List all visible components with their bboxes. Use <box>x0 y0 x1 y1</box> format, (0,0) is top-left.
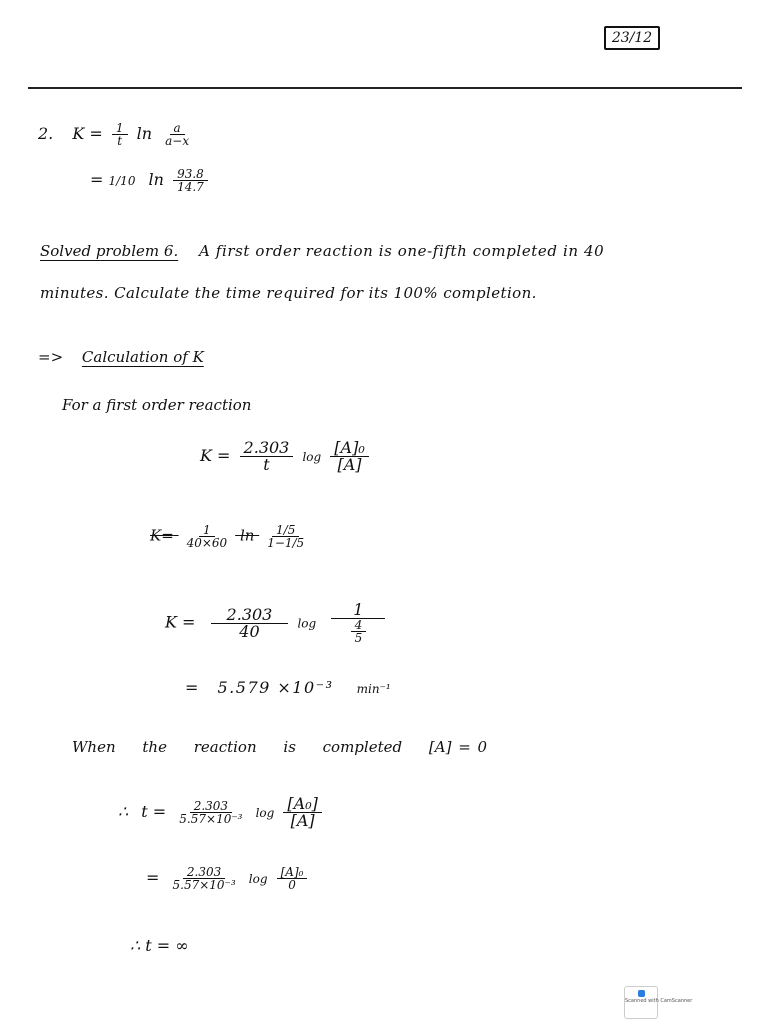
k-frac <box>240 440 294 473</box>
four-fifths <box>351 619 367 644</box>
problem-title: Solved problem 6. <box>40 242 179 260</box>
t-conc-frac <box>283 796 321 829</box>
rate-equation <box>200 440 373 473</box>
k2-den: 40 <box>239 621 260 641</box>
completion-line <box>72 740 487 755</box>
struck-ln: ln <box>239 526 255 545</box>
camscanner-icon <box>638 990 645 997</box>
t2-eq: = <box>146 868 160 887</box>
t2-frac <box>169 866 240 891</box>
q2-one-over-t <box>112 122 128 147</box>
completion-text: When the reaction is completed <box>72 738 403 756</box>
t-den: 5.57×10⁻³ <box>179 812 243 826</box>
k-result-unit: min⁻¹ <box>356 682 391 696</box>
q2-ln: ln <box>136 124 153 143</box>
q2-t: t <box>117 134 123 148</box>
q2-a: a <box>170 122 185 135</box>
struck-den: 40×60 <box>186 536 228 550</box>
four: 4 <box>351 619 367 632</box>
q2-one: 1 <box>112 122 128 135</box>
t-log: log <box>255 806 275 820</box>
t2-zero: 0 <box>288 878 296 892</box>
t-a: [A] <box>290 811 315 830</box>
completion-cond: [A] = 0 <box>428 738 488 756</box>
t2-a0: [A]₀ <box>277 866 308 879</box>
k-den: t <box>263 455 270 474</box>
problem-text1: A first order reaction is one-fifth completed in 40 <box>199 242 605 260</box>
t2-conc-frac <box>277 866 308 891</box>
q2-num: 93.8 <box>173 168 208 181</box>
k-eq: K = <box>200 446 231 465</box>
t-equation-2 <box>146 866 311 891</box>
k2-one: 1 <box>331 602 385 619</box>
struck-frac-num: 1/5 <box>272 524 299 537</box>
q2-one-over-ten: 1/10 <box>108 174 136 188</box>
q2-line1: 2. K = $\frac{1}{t}$ ln $\frac{a}{a-x}$ <box>38 122 197 147</box>
q2-k: K <box>72 124 85 143</box>
t-num: 2.303 <box>190 800 232 813</box>
struck-frac-den: 1−1/5 <box>267 536 305 550</box>
badge-text: Scanned with CamScanner <box>625 998 693 1004</box>
q2-a-frac <box>161 122 193 147</box>
k2-eq: K = <box>165 612 196 632</box>
problem-line2: minutes. Calculate the time required for its 100% completion. <box>40 284 537 302</box>
q2-line2 <box>90 168 212 193</box>
k-num: 2.303 <box>240 440 294 457</box>
conc-a0: [A]₀ <box>330 440 368 457</box>
problem-line1 <box>40 244 604 259</box>
struck-num: 1 <box>199 524 215 537</box>
k2-frac <box>211 604 289 641</box>
therefore-icon: ∴ <box>118 802 129 821</box>
k-equation-2 <box>165 602 389 644</box>
scanner-badge <box>624 986 693 1019</box>
t-a0: [A₀] <box>283 796 321 813</box>
k-result <box>185 680 391 696</box>
arrow-icon: => <box>38 348 64 366</box>
k2-log: log <box>297 616 317 631</box>
k2-four-fifths <box>343 619 375 644</box>
q2-ratio <box>173 168 208 193</box>
q2-label: 2. <box>38 124 54 143</box>
struck-k: K= <box>150 526 174 545</box>
struck-frac1 <box>183 524 232 549</box>
struck-equation <box>150 524 312 549</box>
q2-a-minus-x: a−x <box>165 134 190 148</box>
t-frac <box>175 800 246 825</box>
conc-a: [A] <box>337 455 362 474</box>
t-equation <box>118 796 326 829</box>
t2-den: 5.57×10⁻³ <box>172 878 236 892</box>
k2-num: 2.303 <box>211 607 289 624</box>
final-result: ∴ t = ∞ <box>130 936 189 955</box>
t-eq: t = <box>141 802 167 821</box>
conc-frac <box>330 440 368 473</box>
k2-frac2 <box>331 602 385 644</box>
first-order-text: For a first order reaction <box>62 396 252 414</box>
q2-eq2: = <box>90 170 104 189</box>
t2-log: log <box>248 872 268 886</box>
struck-frac2 <box>263 524 308 549</box>
t2-num: 2.303 <box>183 866 225 879</box>
q2-ln2: ln <box>148 170 164 189</box>
q2-den: 14.7 <box>177 180 204 194</box>
date-box: 23/12 <box>604 26 660 50</box>
five: 5 <box>354 631 363 645</box>
k-result-val: 5.579 ×10⁻³ <box>217 678 334 697</box>
calc-heading-row <box>38 350 204 365</box>
k-result-eq: = <box>185 678 199 697</box>
calc-heading: Calculation of K <box>81 348 204 366</box>
top-rule <box>28 87 742 89</box>
k-log: log <box>302 450 322 464</box>
